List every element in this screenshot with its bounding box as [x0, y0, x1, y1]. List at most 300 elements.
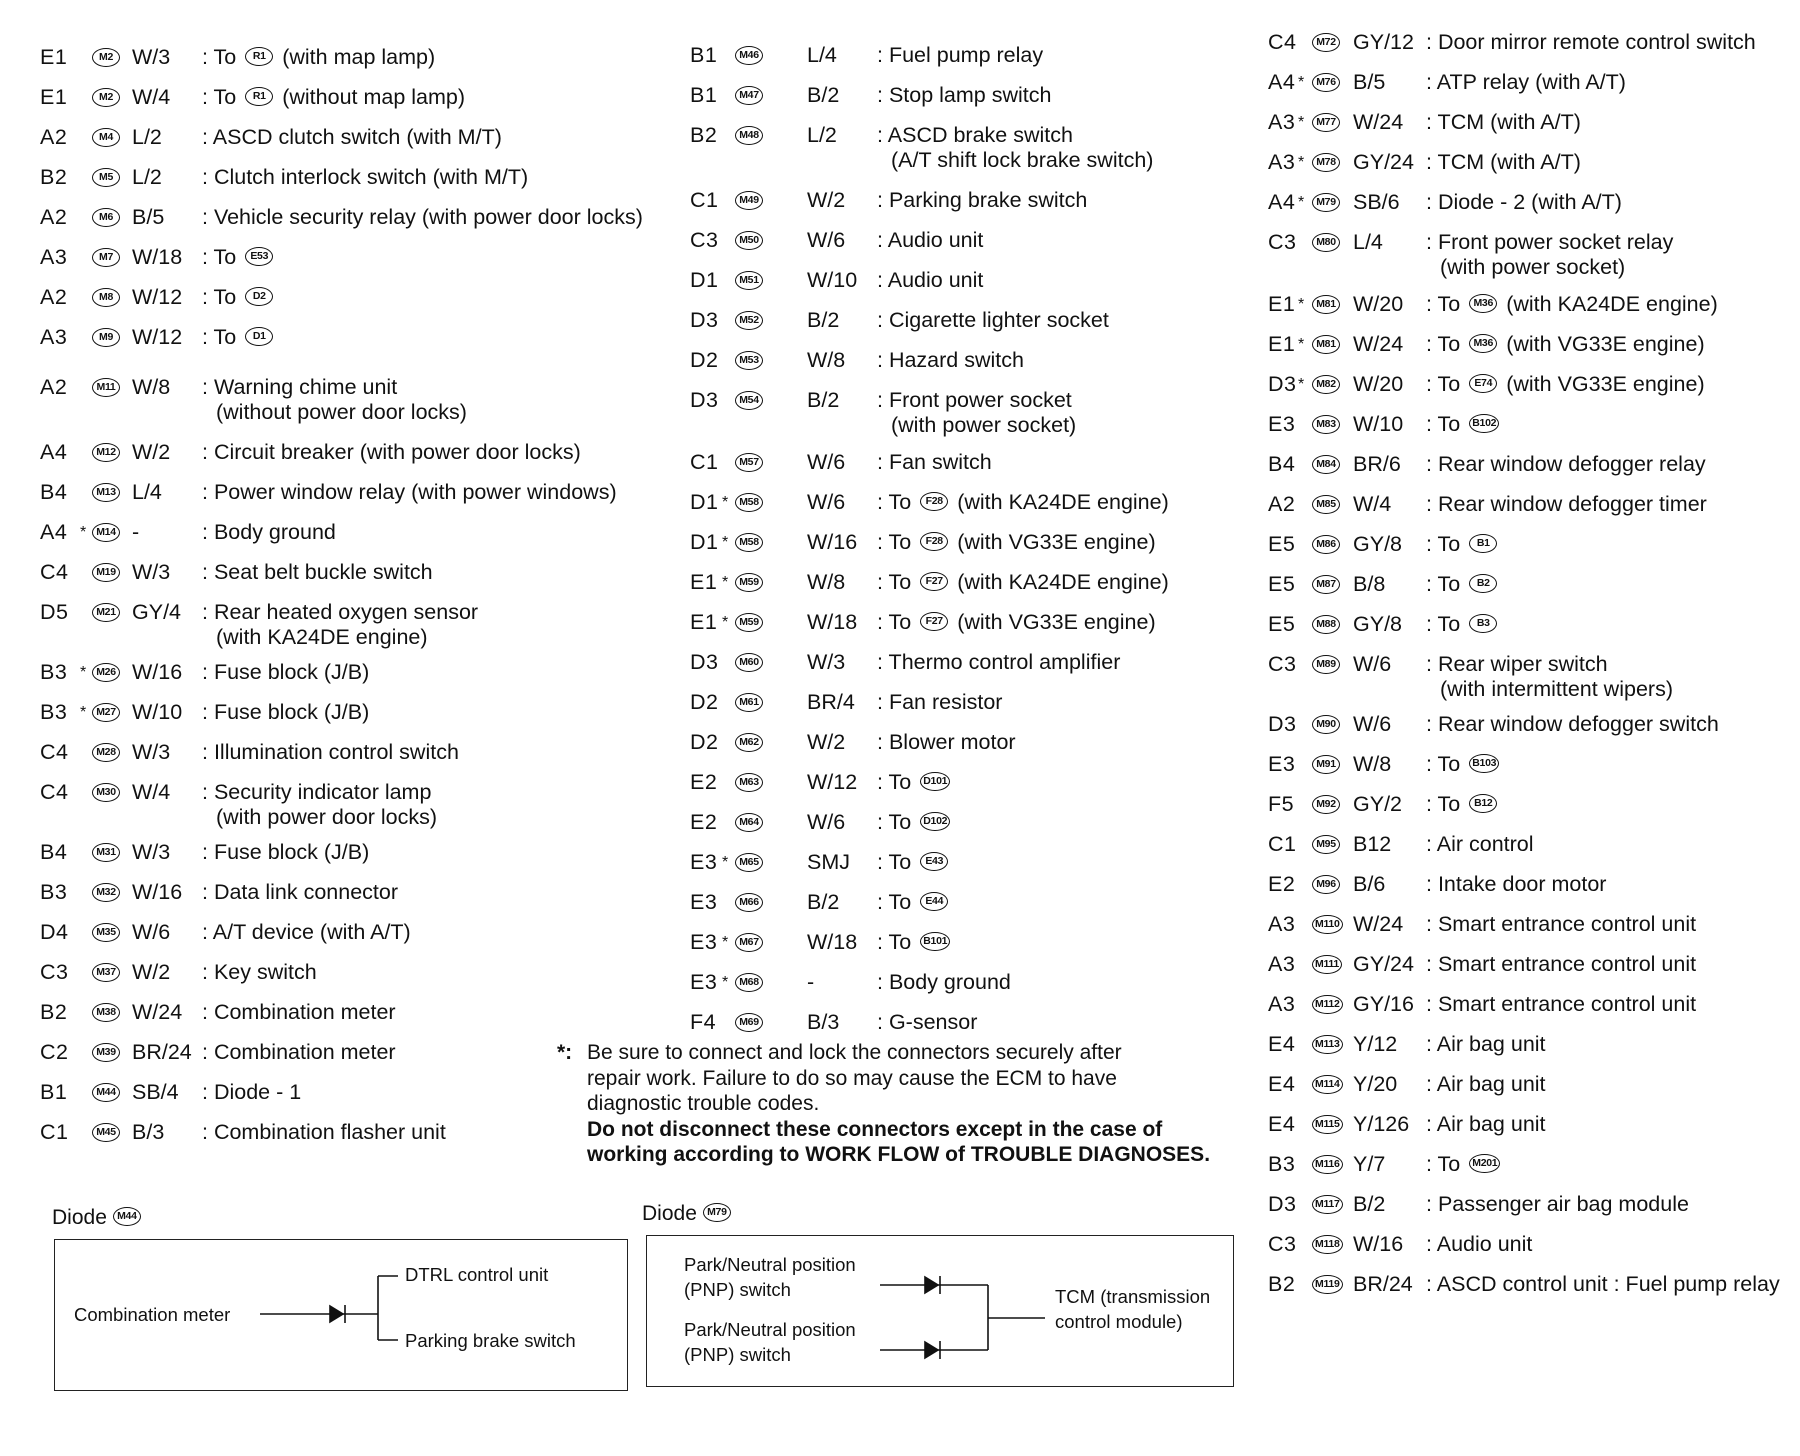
connector-icon: M30	[92, 783, 120, 802]
description-text: : Circuit breaker (with power door locks)	[202, 440, 581, 464]
grid-code: A4	[40, 520, 68, 544]
description-text: : Power window relay (with power windows)	[202, 480, 617, 504]
grid-code: A3	[1268, 110, 1296, 134]
note-trouble-diagnoses: TROUBLE DIAGNOSES	[970, 1143, 1205, 1166]
connector-icon: M2	[92, 48, 120, 67]
grid-code: C1	[690, 450, 719, 474]
description-text: : Clutch interlock switch (with M/T)	[202, 165, 529, 189]
connector-icon: M112	[1312, 995, 1343, 1014]
connector-icon: M95	[1312, 835, 1340, 854]
note-line-2: repair work. Failure to do so may cause the ECM to have	[587, 1066, 1117, 1090]
description-text: (with VG33E engine)	[951, 530, 1156, 554]
grid-code: E1	[1268, 332, 1296, 356]
connector-icon: M78	[1312, 153, 1340, 172]
wire-spec: Y/20	[1353, 1072, 1398, 1096]
connector-icon: M66	[735, 893, 763, 912]
grid-code: C1	[1268, 832, 1297, 856]
description-text: : Diode - 2 (with A/T)	[1426, 190, 1622, 214]
connector-icon: M38	[92, 1003, 120, 1022]
grid-code: A4	[40, 440, 68, 464]
connector-icon: M111	[1312, 955, 1342, 974]
description-text: : To	[877, 810, 918, 834]
connector-icon: M61	[735, 693, 763, 712]
grid-code: C2	[40, 1040, 69, 1064]
asterisk-mark: *	[722, 534, 729, 551]
connector-icon: M5	[92, 168, 120, 187]
connector-icon: M96	[1312, 875, 1340, 894]
connector-icon: M81	[1312, 295, 1340, 314]
grid-code: E1	[690, 610, 718, 634]
connector-icon: M113	[1312, 1035, 1343, 1054]
description-text: : Parking brake switch	[877, 188, 1088, 212]
description-text: (with VG33E engine)	[1500, 372, 1705, 396]
description-text: : G-sensor	[877, 1010, 978, 1034]
wire-spec: GY/2	[1353, 792, 1402, 816]
grid-code: E4	[1268, 1032, 1296, 1056]
grid-code: F5	[1268, 792, 1295, 816]
grid-code: A2	[40, 285, 68, 309]
target-connector-icon: E74	[1469, 374, 1497, 393]
description-line-2: (A/T shift lock brake switch)	[891, 148, 1154, 172]
wire-spec: W/3	[132, 740, 171, 764]
diode-2-connector-icon: M79	[703, 1203, 731, 1222]
target-connector-icon: F28	[920, 532, 948, 551]
grid-code: C3	[1268, 652, 1297, 676]
wire-spec: BR/6	[1353, 452, 1401, 476]
wire-spec: W/6	[807, 810, 846, 834]
description-text: : Cigarette lighter socket	[877, 308, 1109, 332]
connector-icon: M7	[92, 248, 120, 267]
asterisk-mark: *	[722, 614, 729, 631]
grid-code: E1	[690, 570, 718, 594]
note-line-5e: .	[1204, 1143, 1211, 1166]
grid-code: C4	[1268, 30, 1297, 54]
wire-spec: W/6	[807, 228, 846, 252]
description-text: : To	[202, 45, 243, 69]
connector-icon: M67	[735, 933, 763, 952]
description-text: : To	[1426, 332, 1467, 356]
connector-icon: M83	[1312, 415, 1340, 434]
description-text: : To	[1426, 1152, 1467, 1176]
grid-code: E3	[690, 850, 718, 874]
connector-icon: M116	[1312, 1155, 1343, 1174]
asterisk-mark: *	[722, 494, 729, 511]
description-text: : A/T device (with A/T)	[202, 920, 411, 944]
description-text: : Combination meter	[202, 1000, 396, 1024]
wire-spec: W/16	[1353, 1232, 1404, 1256]
target-connector-icon: M36	[1469, 334, 1497, 353]
description-text: : Front power socket relay	[1426, 230, 1674, 254]
description-text: : Audio unit	[877, 268, 984, 292]
description-line-2: (with KA24DE engine)	[216, 625, 428, 649]
note-asterisk: *:	[557, 1041, 573, 1064]
connector-icon: M14	[92, 523, 120, 542]
description-text: : Smart entrance control unit	[1426, 992, 1697, 1016]
connector-icon: M59	[735, 613, 763, 632]
connector-icon: M82	[1312, 375, 1340, 394]
description-text: : Security indicator lamp	[202, 780, 432, 804]
wire-spec: Y/12	[1353, 1032, 1398, 1056]
grid-code: B1	[690, 83, 718, 107]
grid-code: D2	[690, 690, 719, 714]
target-connector-icon: M36	[1469, 294, 1497, 313]
description-text: : Fuel pump relay	[877, 43, 1044, 67]
connector-icon: M88	[1312, 615, 1340, 634]
connector-icon: M12	[92, 443, 120, 462]
note-line-5a: working according to	[587, 1143, 806, 1166]
connector-icon: M119	[1312, 1275, 1343, 1294]
description-text: : Warning chime unit	[202, 375, 398, 399]
description-text: : Smart entrance control unit	[1426, 912, 1697, 936]
connector-icon: M68	[735, 973, 763, 992]
wire-spec: W/16	[132, 660, 183, 684]
wire-spec: GY/16	[1353, 992, 1414, 1016]
grid-code: B4	[40, 840, 68, 864]
wire-spec: B12	[1353, 832, 1392, 856]
grid-code: E3	[690, 970, 718, 994]
wire-spec: GY/8	[1353, 532, 1402, 556]
grid-code: E3	[1268, 412, 1296, 436]
description-text: : TCM (with A/T)	[1426, 150, 1581, 174]
connector-icon: M50	[735, 231, 763, 250]
description-text: : Air bag unit	[1426, 1032, 1546, 1056]
target-connector-icon: D2	[245, 287, 273, 306]
diode-1-connector-icon: M44	[113, 1207, 141, 1226]
grid-code: D2	[690, 730, 719, 754]
wire-spec: L/2	[807, 123, 837, 147]
description-text: : Rear window defogger timer	[1426, 492, 1707, 516]
description-text: (with map lamp)	[276, 45, 436, 69]
connector-icon: M58	[735, 493, 763, 512]
grid-code: B3	[1268, 1152, 1296, 1176]
connector-icon: M77	[1312, 113, 1340, 132]
connector-icon: M35	[92, 923, 120, 942]
description-text: : To	[202, 325, 243, 349]
wire-spec: B/2	[1353, 1192, 1386, 1216]
description-text: : Fan resistor	[877, 690, 1003, 714]
wire-spec: W/24	[1353, 912, 1404, 936]
description-text: : Illumination control switch	[202, 740, 459, 764]
note-work-flow: WORK FLOW	[805, 1143, 940, 1166]
target-connector-icon: B1	[1469, 534, 1497, 553]
grid-code: D3	[1268, 1192, 1297, 1216]
wire-spec: B/2	[807, 308, 840, 332]
diode-2-input-2-line-1: Park/Neutral position	[684, 1319, 856, 1340]
grid-code: E1	[40, 85, 68, 109]
description-text: : To	[1426, 532, 1467, 556]
grid-code: E5	[1268, 532, 1296, 556]
description-text: : Rear heated oxygen sensor	[202, 600, 479, 624]
description-text: : Hazard switch	[877, 348, 1024, 372]
grid-code: E1	[1268, 292, 1296, 316]
description-text: : Body ground	[877, 970, 1011, 994]
connector-icon: M85	[1312, 495, 1340, 514]
target-connector-icon: B2	[1469, 574, 1497, 593]
wire-spec: GY/4	[132, 600, 181, 624]
description-text: : Audio unit	[1426, 1232, 1533, 1256]
grid-code: A2	[40, 125, 68, 149]
description-line-2: (with power socket)	[891, 413, 1077, 437]
wire-spec: W/4	[1353, 492, 1392, 516]
wire-spec: W/6	[1353, 712, 1392, 736]
grid-code: C4	[40, 780, 69, 804]
connector-icon: M69	[735, 1013, 763, 1032]
description-text: : Air control	[1426, 832, 1534, 856]
wire-spec: W/10	[807, 268, 858, 292]
connector-icon: M87	[1312, 575, 1340, 594]
wire-spec: W/10	[132, 700, 183, 724]
connector-icon: M86	[1312, 535, 1340, 554]
description-text: : To	[1426, 792, 1467, 816]
wire-spec: SMJ	[807, 850, 850, 874]
description-text: : To	[1426, 412, 1467, 436]
connector-icon: M81	[1312, 335, 1340, 354]
description-text: : ASCD clutch switch (with M/T)	[202, 125, 502, 149]
connector-icon: M115	[1312, 1115, 1343, 1134]
description-text: : Fuse block (J/B)	[202, 700, 370, 724]
wire-spec: B/2	[807, 83, 840, 107]
description-text: : To	[1426, 292, 1467, 316]
description-text: (with KA24DE engine)	[951, 490, 1169, 514]
description-text: : Smart entrance control unit	[1426, 952, 1697, 976]
connector-icon: M27	[92, 703, 120, 722]
grid-code: A3	[1268, 912, 1296, 936]
target-connector-icon: B3	[1469, 614, 1497, 633]
description-text: : To	[202, 285, 243, 309]
asterisk-mark: *	[1298, 376, 1305, 393]
connector-icon: M47	[735, 86, 763, 105]
grid-code: C1	[40, 1120, 69, 1144]
grid-code: D1	[690, 490, 719, 514]
grid-code: E4	[1268, 1112, 1296, 1136]
connector-icon: M118	[1312, 1235, 1343, 1254]
diode-2-title-text: Diode	[642, 1202, 697, 1225]
target-connector-icon: F28	[920, 492, 948, 511]
asterisk-mark: *	[1298, 194, 1305, 211]
grid-code: A2	[1268, 492, 1296, 516]
wire-spec: L/4	[132, 480, 162, 504]
target-connector-icon: E43	[920, 852, 948, 871]
diode-2-output-line-1: TCM (transmission	[1055, 1286, 1211, 1307]
description-text: : To	[1426, 612, 1467, 636]
grid-code: C1	[690, 188, 719, 212]
connector-icon: M62	[735, 733, 763, 752]
diode-1-output-2-label: Parking brake switch	[405, 1330, 576, 1351]
grid-code: C3	[1268, 230, 1297, 254]
asterisk-mark: *	[80, 524, 87, 541]
wire-spec: W/24	[1353, 332, 1404, 356]
connector-icon: M9	[92, 328, 120, 347]
connector-icon: M28	[92, 743, 120, 762]
connector-icon: M8	[92, 288, 120, 307]
grid-code: E2	[690, 770, 718, 794]
grid-code: B3	[40, 880, 68, 904]
connector-icon: M21	[92, 603, 120, 622]
target-connector-icon: D102	[920, 812, 950, 831]
wire-spec: B/5	[132, 205, 165, 229]
wire-spec: W/8	[807, 348, 846, 372]
connector-icon: M49	[735, 191, 763, 210]
grid-code: D3	[690, 388, 719, 412]
diode-2-output-line-2: control module)	[1055, 1311, 1183, 1332]
connector-icon: M117	[1312, 1195, 1343, 1214]
grid-code: D1	[690, 268, 719, 292]
connector-icon: M13	[92, 483, 120, 502]
connector-icon: M89	[1312, 655, 1340, 674]
description-text: (without map lamp)	[276, 85, 466, 109]
description-text: : Audio unit	[877, 228, 984, 252]
wire-spec: W/8	[1353, 752, 1392, 776]
asterisk-mark: *	[722, 574, 729, 591]
description-text: : Rear window defogger relay	[1426, 452, 1706, 476]
connector-icon: M57	[735, 453, 763, 472]
wire-spec: W/16	[132, 880, 183, 904]
grid-code: C3	[40, 960, 69, 984]
description-text: : Front power socket	[877, 388, 1072, 412]
wire-spec: B/6	[1353, 872, 1386, 896]
connector-icon: M64	[735, 813, 763, 832]
grid-code: A4	[1268, 70, 1296, 94]
grid-code: D4	[40, 920, 69, 944]
asterisk-mark: *	[1298, 336, 1305, 353]
diode-2-input-2-line-2: (PNP) switch	[684, 1344, 791, 1365]
wire-spec: B/8	[1353, 572, 1386, 596]
grid-code: D2	[690, 348, 719, 372]
grid-code: B3	[40, 660, 68, 684]
grid-code: E3	[690, 930, 718, 954]
connector-icon: M58	[735, 533, 763, 552]
wire-spec: W/20	[1353, 372, 1404, 396]
grid-code: D3	[690, 308, 719, 332]
asterisk-mark: *	[1298, 154, 1305, 171]
grid-code: B2	[690, 123, 718, 147]
description-text: : Fan switch	[877, 450, 992, 474]
grid-code: C3	[1268, 1232, 1297, 1256]
description-text: : Air bag unit	[1426, 1112, 1546, 1136]
description-text: (with KA24DE engine)	[951, 570, 1169, 594]
asterisk-mark: *	[722, 974, 729, 991]
wire-spec: W/24	[132, 1000, 183, 1024]
wire-spec: GY/12	[1353, 30, 1414, 54]
description-text: : Fuse block (J/B)	[202, 660, 370, 684]
description-text: : ATP relay (with A/T)	[1426, 70, 1626, 94]
connector-icon: M39	[92, 1043, 120, 1062]
connector-icon: M72	[1312, 33, 1340, 52]
grid-code: E3	[1268, 752, 1296, 776]
target-connector-icon: B12	[1469, 794, 1497, 813]
description-text: : To	[202, 85, 243, 109]
target-connector-icon: F27	[920, 612, 948, 631]
connector-icon: M52	[735, 311, 763, 330]
grid-code: B2	[40, 1000, 68, 1024]
grid-code: B4	[1268, 452, 1296, 476]
connector-icon: M63	[735, 773, 763, 792]
connector-icon: M54	[735, 391, 763, 410]
description-text: : Vehicle security relay (with power door locks)	[202, 205, 643, 229]
wire-spec: W/18	[807, 930, 858, 954]
connector-icon: M4	[92, 128, 120, 147]
wire-spec: W/12	[132, 325, 183, 349]
connector-icon: M60	[735, 653, 763, 672]
wire-spec: SB/4	[132, 1080, 179, 1104]
grid-code: B2	[1268, 1272, 1296, 1296]
description-text: (with KA24DE engine)	[1500, 292, 1718, 316]
description-text: : Combination meter	[202, 1040, 396, 1064]
connector-icon: M32	[92, 883, 120, 902]
asterisk-mark: *	[1298, 296, 1305, 313]
description-text: : To	[202, 245, 243, 269]
connector-icon: M80	[1312, 233, 1340, 252]
description-text: : To	[877, 930, 918, 954]
grid-code: C4	[40, 560, 69, 584]
connector-icon: M91	[1312, 755, 1340, 774]
grid-code: A4	[1268, 190, 1296, 214]
wire-spec: -	[807, 970, 815, 994]
description-text: : Stop lamp switch	[877, 83, 1052, 107]
grid-code: A2	[40, 375, 68, 399]
diode-2-symbol-2-icon	[925, 1342, 938, 1358]
asterisk-mark: *	[1298, 74, 1305, 91]
wire-spec: GY/8	[1353, 612, 1402, 636]
description-line-2: (with power door locks)	[216, 805, 438, 829]
description-text: : To	[877, 570, 918, 594]
description-text: : To	[877, 610, 918, 634]
description-text: : ASCD control unit : Fuel pump relay	[1426, 1272, 1780, 1296]
grid-code: D1	[690, 530, 719, 554]
connector-icon: M76	[1312, 73, 1340, 92]
description-text: : To	[877, 490, 918, 514]
grid-code: B1	[40, 1080, 68, 1104]
diode-2-input-1-line-1: Park/Neutral position	[684, 1254, 856, 1275]
diode-1-title-text: Diode	[52, 1206, 107, 1229]
description-text: : Rear window defogger switch	[1426, 712, 1719, 736]
grid-code: D3	[1268, 712, 1297, 736]
grid-code: E1	[40, 45, 68, 69]
description-line-2: (with power socket)	[1440, 255, 1626, 279]
connector-icon: M90	[1312, 715, 1340, 734]
diode-2-input-1-line-2: (PNP) switch	[684, 1279, 791, 1300]
wire-spec: W/3	[807, 650, 846, 674]
grid-code: B1	[690, 43, 718, 67]
grid-code: B2	[40, 165, 68, 189]
grid-code: D5	[40, 600, 69, 624]
connector-icon: M46	[735, 46, 763, 65]
note-line-5c: of	[939, 1143, 971, 1166]
grid-code: E4	[1268, 1072, 1296, 1096]
wire-spec: W/3	[132, 560, 171, 584]
wire-spec: W/6	[1353, 652, 1392, 676]
grid-code: E2	[1268, 872, 1296, 896]
grid-code: E3	[690, 890, 718, 914]
wire-spec: W/6	[132, 920, 171, 944]
description-text: : ASCD brake switch	[877, 123, 1073, 147]
wire-spec: B/2	[807, 388, 840, 412]
target-connector-icon: E44	[920, 892, 948, 911]
description-text: (with VG33E engine)	[1500, 332, 1705, 356]
wire-spec: B/3	[132, 1120, 165, 1144]
grid-code: C3	[690, 228, 719, 252]
wire-spec: W/18	[132, 245, 183, 269]
grid-code: A3	[1268, 992, 1296, 1016]
wire-spec: GY/24	[1353, 952, 1414, 976]
wire-spec: W/12	[132, 285, 183, 309]
description-line-2: (without power door locks)	[216, 400, 467, 424]
wire-spec: Y/126	[1353, 1112, 1410, 1136]
wire-spec: W/12	[807, 770, 858, 794]
wire-spec: W/2	[807, 730, 846, 754]
description-text: : To	[877, 850, 918, 874]
wire-spec: BR/4	[807, 690, 855, 714]
